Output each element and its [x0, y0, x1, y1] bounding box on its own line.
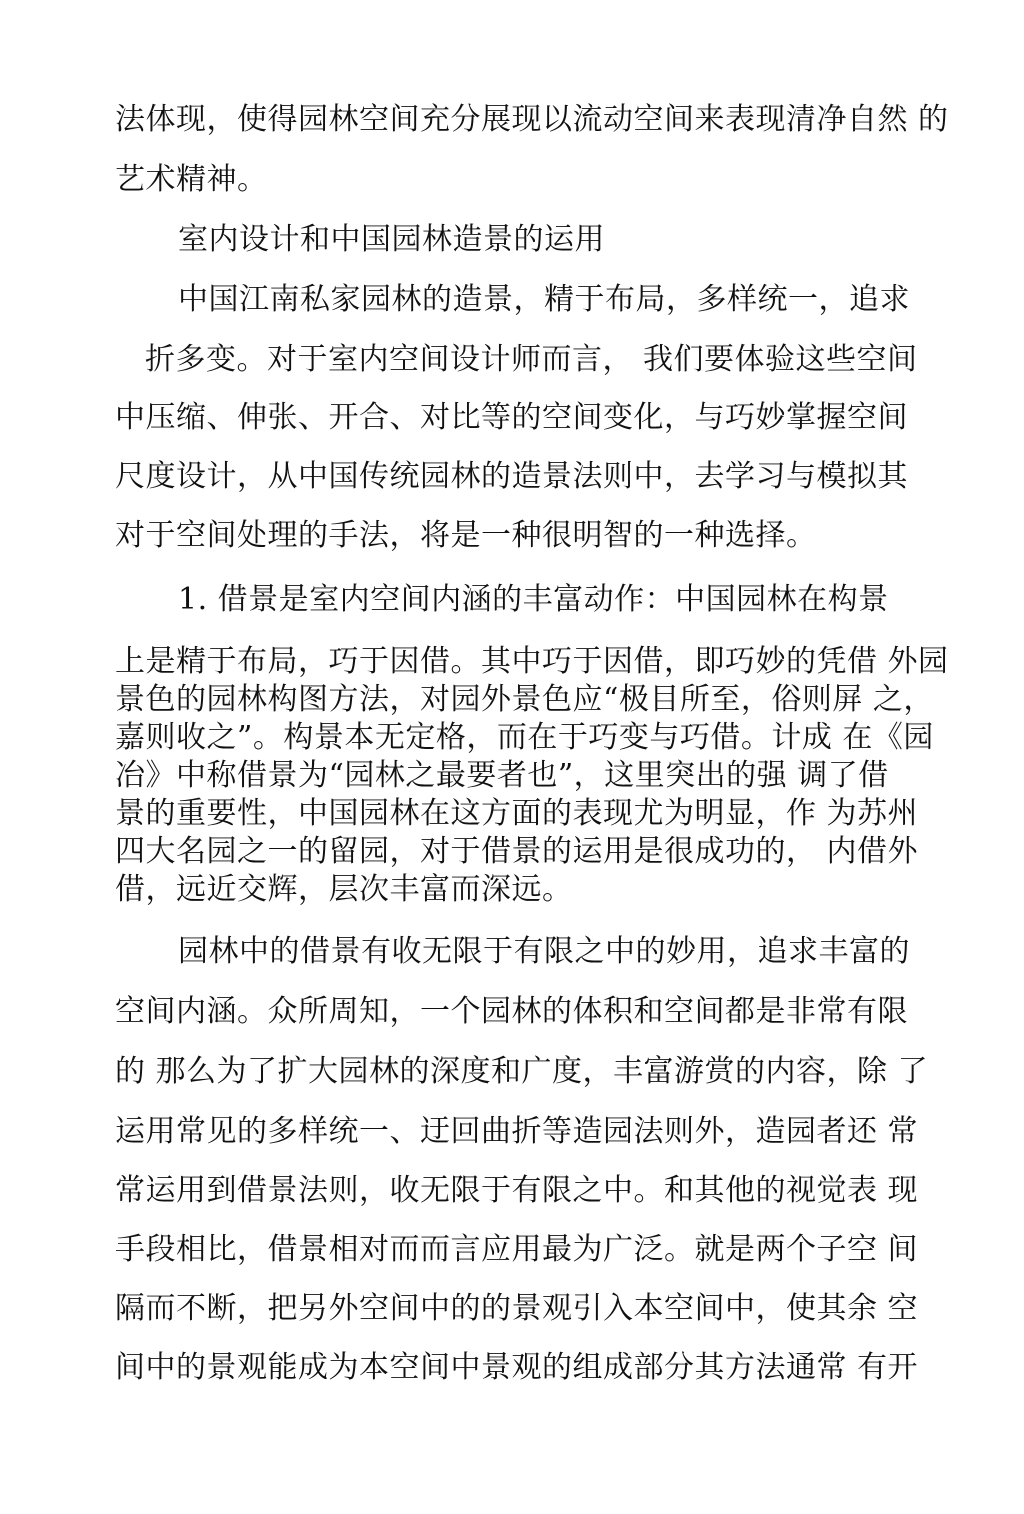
paragraph-3-line-4: 嘉则收之”。构景本无定格，而在于巧变与巧借。计成 在《园: [115, 720, 934, 755]
paragraph-3-line-8: 借，远近交辉，层次丰富而深远。: [115, 872, 573, 907]
paragraph-4-line-6: 手段相比，借景相对而而言应用最为广泛。就是两个子空 间: [115, 1232, 919, 1267]
paragraph-1-line-2: 艺术精神。: [115, 162, 268, 197]
paragraph-2-line-2: 折多变。对于室内空间设计师而言， 我们要体验这些空间: [145, 342, 918, 377]
section-heading: 室内设计和中国园林造景的运用: [178, 222, 605, 257]
paragraph-2-line-5: 对于空间处理的手法，将是一种很明智的一种选择。: [115, 518, 817, 553]
paragraph-3-line-6: 景的重要性，中国园林在这方面的表现尤为明显，作 为苏州: [115, 796, 919, 831]
paragraph-2-line-1: 中国江南私家园林的造景，精于布局，多样统一，追求: [178, 282, 910, 317]
paragraph-3-line-2: 上是精于布局，巧于因借。其中巧于因借，即巧妙的凭借 外园: [115, 644, 949, 679]
paragraph-2-line-3: 中压缩、伸张、开合、对比等的空间变化，与巧妙掌握空间: [115, 400, 908, 435]
paragraph-4-line-7: 隔而不断，把另外空间中的的景观引入本空间中，使其余 空: [115, 1291, 919, 1326]
paragraph-1-line-1: 法体现，使得园林空间充分展现以流动空间来表现清净自然 的: [115, 102, 949, 137]
paragraph-3-line-7: 四大名园之一的留园，对于借景的运用是很成功的， 内借外: [115, 834, 919, 869]
paragraph-3-line-1: 1. 借景是室内空间内涵的丰富动作：中国园林在构景: [178, 582, 889, 617]
paragraph-4-line-3: 的 那么为了扩大园林的深度和广度，丰富游赏的内容，除 了: [115, 1054, 929, 1089]
paragraph-4-line-2: 空间内涵。众所周知，一个园林的体积和空间都是非常有限: [115, 994, 908, 1029]
paragraph-4-line-4: 运用常见的多样统一、迂回曲折等造园法则外，造园者还 常: [115, 1114, 919, 1149]
paragraph-4-line-8: 间中的景观能成为本空间中景观的组成部分其方法通常 有开: [115, 1350, 919, 1385]
paragraph-4-line-5: 常运用到借景法则，收无限于有限之中。和其他的视觉表 现: [115, 1173, 919, 1208]
paragraph-2-line-4: 尺度设计，从中国传统园林的造景法则中，去学习与模拟其: [115, 459, 908, 494]
paragraph-3-line-3: 景色的园林构图方法，对园外景色应“极目所至，俗则屏 之，: [115, 682, 934, 717]
paragraph-4-line-1: 园林中的借景有收无限于有限之中的妙用，追求丰富的: [178, 934, 910, 969]
paragraph-3-line-5: 冶》中称借景为“园林之最要者也”，这里突出的强 调了借: [115, 758, 889, 793]
